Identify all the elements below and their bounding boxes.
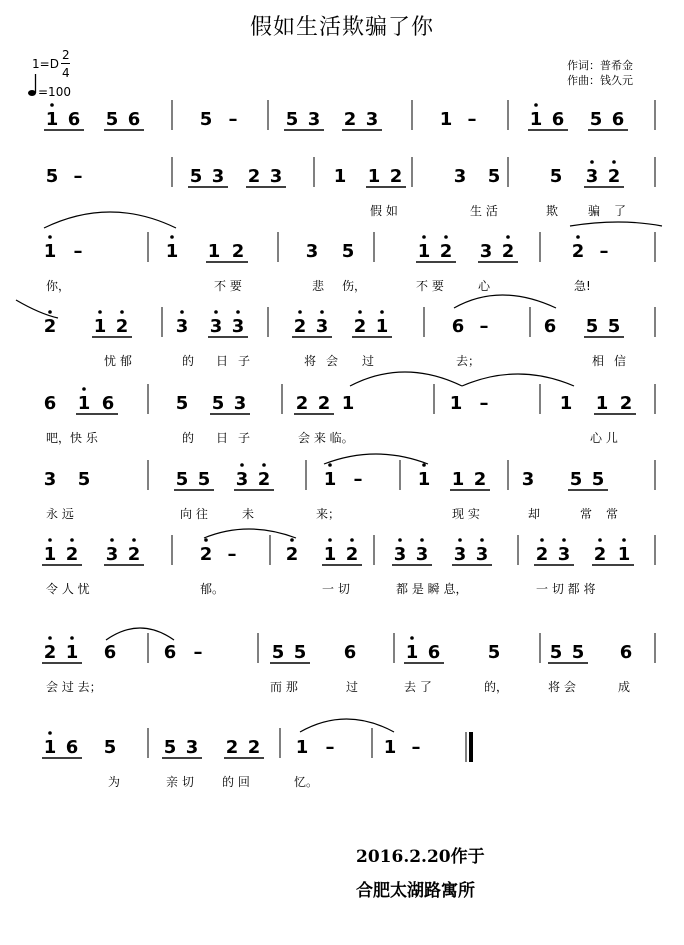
lyric: 将 <box>304 354 317 368</box>
note: 2 <box>247 737 261 758</box>
lyric: 常 <box>606 507 619 521</box>
lyric: 骗 <box>588 204 601 218</box>
note: 5 <box>549 642 563 663</box>
note: 3 <box>453 166 467 187</box>
note: 1 <box>43 241 57 262</box>
note: 5 <box>175 393 189 414</box>
note: – <box>599 241 609 262</box>
octave-dot-above <box>180 310 184 314</box>
lyric: 过 <box>346 680 359 694</box>
note: 5 <box>293 642 307 663</box>
octave-dot-above <box>398 538 402 542</box>
score-row <box>42 633 655 694</box>
tempo-marking: =100 <box>38 85 71 99</box>
note: 2 <box>607 166 621 187</box>
note: 5 <box>285 109 299 130</box>
slur <box>204 529 296 538</box>
composition-date: 2016.2.20作于 <box>356 847 485 867</box>
lyric: 了 <box>614 204 627 218</box>
note: 5 <box>585 316 599 337</box>
octave-dot-above <box>328 538 332 542</box>
octave-dot-above <box>444 235 448 239</box>
octave-dot-above <box>480 538 484 542</box>
lyric: 心 儿 <box>590 431 618 445</box>
note: 6 <box>103 642 117 663</box>
note: 2 <box>115 316 129 337</box>
note: 2 <box>225 737 239 758</box>
octave-dot-above <box>380 310 384 314</box>
slur <box>44 212 176 228</box>
note: 5 <box>105 109 119 130</box>
octave-dot-above <box>240 463 244 467</box>
lyric: 子 <box>238 431 251 445</box>
score-row <box>44 232 655 293</box>
note: – <box>467 109 477 130</box>
octave-dot-above <box>422 463 426 467</box>
octave-dot-above <box>506 235 510 239</box>
note: 2 <box>593 544 607 565</box>
note: 2 <box>247 166 261 187</box>
lyric: 去 了 <box>404 680 432 694</box>
note: 2 <box>295 393 309 414</box>
note: 5 <box>487 642 501 663</box>
note: 2 <box>285 544 299 565</box>
note: 3 <box>175 316 189 337</box>
note: 5 <box>189 166 203 187</box>
lyric: 急! <box>574 279 591 293</box>
note: 5 <box>199 109 213 130</box>
note: 1 <box>383 737 397 758</box>
octave-dot-above <box>298 310 302 314</box>
octave-dot-above <box>598 538 602 542</box>
lyric: 现 实 <box>452 507 480 521</box>
slur <box>350 372 462 386</box>
octave-dot-above <box>410 636 414 640</box>
note: 3 <box>415 544 429 565</box>
note: 6 <box>127 109 141 130</box>
octave-dot-above <box>70 538 74 542</box>
note: 1 <box>77 393 91 414</box>
lyric: 过 <box>362 354 375 368</box>
lyric: 亲 切 <box>166 775 194 789</box>
note: – <box>227 544 237 565</box>
note: 2 <box>619 393 633 414</box>
note: 3 <box>557 544 571 565</box>
octave-dot-above <box>50 103 54 107</box>
note: 2 <box>293 316 307 337</box>
note: 1 <box>43 544 57 565</box>
slur <box>454 295 556 308</box>
note: 3 <box>269 166 283 187</box>
lyric: 都 是 瞬 息， <box>396 582 468 596</box>
lyric: 郁。 <box>200 582 225 596</box>
note: 5 <box>77 469 91 490</box>
lyric: 会 <box>326 354 339 368</box>
score-row <box>42 728 421 789</box>
note: 5 <box>175 469 189 490</box>
note: 2 <box>317 393 331 414</box>
lyric: 悲 <box>312 279 325 293</box>
lyric: 相 <box>592 354 605 368</box>
note: 2 <box>571 241 585 262</box>
note: 1 <box>93 316 107 337</box>
lyric: 常 <box>580 507 593 521</box>
time-signature-denominator: 4 <box>62 66 70 80</box>
note: 3 <box>305 241 319 262</box>
note: 2 <box>65 544 79 565</box>
note: 2 <box>345 544 359 565</box>
octave-dot-above <box>290 538 294 542</box>
note: 5 <box>607 316 621 337</box>
slur <box>462 374 574 386</box>
note: 6 <box>543 316 557 337</box>
note: 1 <box>439 109 453 130</box>
lyric: 日 <box>216 431 229 445</box>
lyric: 来； <box>316 507 341 521</box>
note: 1 <box>617 544 631 565</box>
octave-dot-above <box>358 310 362 314</box>
note: 5 <box>487 166 501 187</box>
note: 5 <box>271 642 285 663</box>
note: 2 <box>389 166 403 187</box>
lyric: 而 那 <box>270 680 298 694</box>
note: 5 <box>103 737 117 758</box>
octave-dot-above <box>590 160 594 164</box>
note: 6 <box>101 393 115 414</box>
slur <box>324 454 428 464</box>
note: 5 <box>569 469 583 490</box>
lyric: 的 回 <box>222 775 250 789</box>
octave-dot-above <box>458 538 462 542</box>
lyric: 伤， <box>342 279 367 293</box>
key-signature: 1=D <box>32 57 59 71</box>
note: – <box>479 393 489 414</box>
note: 5 <box>591 469 605 490</box>
lyric: 忧 郁 <box>104 354 132 368</box>
composition-place: 合肥太湖路寓所 <box>356 881 475 901</box>
note: 2 <box>473 469 487 490</box>
note: – <box>479 316 489 337</box>
octave-dot-above <box>420 538 424 542</box>
note: 2 <box>127 544 141 565</box>
composer-credit: 作曲：钱久元 <box>567 74 633 87</box>
lyric: 心 <box>478 279 491 293</box>
note: 5 <box>197 469 211 490</box>
note: 1 <box>323 469 337 490</box>
note: 6 <box>611 109 625 130</box>
octave-dot-above <box>612 160 616 164</box>
song-title: 假如生活欺骗了你 <box>249 15 434 40</box>
lyric: 的 <box>182 354 195 368</box>
note: 5 <box>341 241 355 262</box>
note: 5 <box>589 109 603 130</box>
lyric: 的 <box>182 431 195 445</box>
note: 1 <box>341 393 355 414</box>
note: 2 <box>43 642 57 663</box>
note: 3 <box>307 109 321 130</box>
lyric: 忆。 <box>294 775 319 789</box>
note: 2 <box>257 469 271 490</box>
lyric: 信 <box>614 354 627 368</box>
note: 6 <box>43 393 57 414</box>
octave-dot-above <box>48 731 52 735</box>
octave-dot-above <box>82 387 86 391</box>
note: 3 <box>521 469 535 490</box>
note: 3 <box>185 737 199 758</box>
lyric: 假 如 <box>370 204 398 218</box>
octave-dot-above <box>110 538 114 542</box>
lyric: 吧，快 乐 <box>46 431 98 445</box>
note: 1 <box>405 642 419 663</box>
octave-dot-above <box>204 538 208 542</box>
lyric: 一 切 都 将 <box>536 582 596 596</box>
score-row <box>46 157 655 218</box>
lyric: 欺 <box>546 204 559 218</box>
note: 6 <box>67 109 81 130</box>
note: 2 <box>353 316 367 337</box>
note: 2 <box>343 109 357 130</box>
octave-dot-above <box>422 235 426 239</box>
note: 1 <box>165 241 179 262</box>
lyric: 向 往 <box>180 507 208 521</box>
note: 6 <box>427 642 441 663</box>
note: 5 <box>549 166 563 187</box>
note: 3 <box>585 166 599 187</box>
octave-dot-above <box>320 310 324 314</box>
note: 1 <box>323 544 337 565</box>
octave-dot-above <box>132 538 136 542</box>
lyric: 未 <box>242 507 255 521</box>
octave-dot-above <box>328 463 332 467</box>
octave-dot-above <box>170 235 174 239</box>
lyric: 的， <box>484 680 509 694</box>
lyric: 一 切 <box>322 582 350 596</box>
score-row <box>44 384 655 445</box>
final-barline <box>466 732 473 762</box>
note: – <box>193 642 203 663</box>
octave-dot-above <box>562 538 566 542</box>
note: 1 <box>449 393 463 414</box>
octave-dot-above <box>48 636 52 640</box>
note: 3 <box>235 469 249 490</box>
lyric: 生 活 <box>470 204 498 218</box>
note: 3 <box>211 166 225 187</box>
lyric: 永 远 <box>46 507 74 521</box>
note: – <box>325 737 335 758</box>
note: 1 <box>367 166 381 187</box>
note: – <box>228 109 238 130</box>
octave-dot-above <box>48 310 52 314</box>
octave-dot-above <box>622 538 626 542</box>
lyric: 会 来 临。 <box>298 431 354 445</box>
octave-dot-above <box>350 538 354 542</box>
lyric: 子 <box>238 354 251 368</box>
note: 1 <box>451 469 465 490</box>
note: 3 <box>453 544 467 565</box>
note: 1 <box>417 469 431 490</box>
note: 2 <box>535 544 549 565</box>
octave-dot-above <box>534 103 538 107</box>
octave-dot-above <box>540 538 544 542</box>
octave-dot-above <box>214 310 218 314</box>
note: 3 <box>105 544 119 565</box>
lyric: 将 会 <box>548 680 576 694</box>
octave-dot-above <box>70 636 74 640</box>
lyric: 成 <box>618 680 631 694</box>
note: 3 <box>315 316 329 337</box>
score-row <box>42 535 655 596</box>
note: 6 <box>343 642 357 663</box>
lyric: 不 要 <box>416 279 444 293</box>
note: 5 <box>163 737 177 758</box>
note: 3 <box>231 316 245 337</box>
note: 5 <box>211 393 225 414</box>
note: 2 <box>439 241 453 262</box>
note: 6 <box>163 642 177 663</box>
octave-dot-above <box>120 310 124 314</box>
octave-dot-above <box>576 235 580 239</box>
note: 5 <box>45 166 59 187</box>
lyric: 令 人 忧 <box>46 582 90 596</box>
note: 5 <box>571 642 585 663</box>
time-signature-numerator: 2 <box>62 48 70 62</box>
note: – <box>73 166 83 187</box>
note: 1 <box>529 109 543 130</box>
note: 3 <box>475 544 489 565</box>
note: 1 <box>375 316 389 337</box>
note: 1 <box>417 241 431 262</box>
octave-dot-above <box>262 463 266 467</box>
score-row <box>44 460 655 521</box>
slur <box>106 628 174 640</box>
note: 6 <box>65 737 79 758</box>
note: 2 <box>199 544 213 565</box>
note: 2 <box>231 241 245 262</box>
lyric: 会 过 去； <box>46 680 102 694</box>
octave-dot-above <box>98 310 102 314</box>
note: 3 <box>365 109 379 130</box>
note: 3 <box>479 241 493 262</box>
note: 6 <box>619 642 633 663</box>
note: – <box>411 737 421 758</box>
octave-dot-above <box>48 235 52 239</box>
lyric: 去； <box>456 354 481 368</box>
note: – <box>73 241 83 262</box>
lyric: 你， <box>46 279 71 293</box>
lyric: 不 要 <box>214 279 242 293</box>
note: 1 <box>295 737 309 758</box>
note: 6 <box>551 109 565 130</box>
note: 3 <box>233 393 247 414</box>
note: 2 <box>43 316 57 337</box>
lyric: 却 <box>528 507 541 521</box>
note: 1 <box>43 737 57 758</box>
note: 1 <box>333 166 347 187</box>
note: 3 <box>209 316 223 337</box>
score-row <box>44 100 655 130</box>
note: 6 <box>451 316 465 337</box>
note: 1 <box>65 642 79 663</box>
note: 2 <box>501 241 515 262</box>
lyricist-credit: 作词：普希金 <box>567 59 633 72</box>
lyric: 为 <box>108 775 121 789</box>
note: 1 <box>45 109 59 130</box>
octave-dot-above <box>48 538 52 542</box>
score-row <box>44 307 655 368</box>
octave-dot-above <box>236 310 240 314</box>
note: 3 <box>393 544 407 565</box>
slur <box>300 719 394 732</box>
lyric: 日 <box>216 354 229 368</box>
note: 1 <box>595 393 609 414</box>
note: 1 <box>559 393 573 414</box>
slur <box>570 222 662 226</box>
note: 1 <box>207 241 221 262</box>
note: – <box>353 469 363 490</box>
note: 3 <box>43 469 57 490</box>
